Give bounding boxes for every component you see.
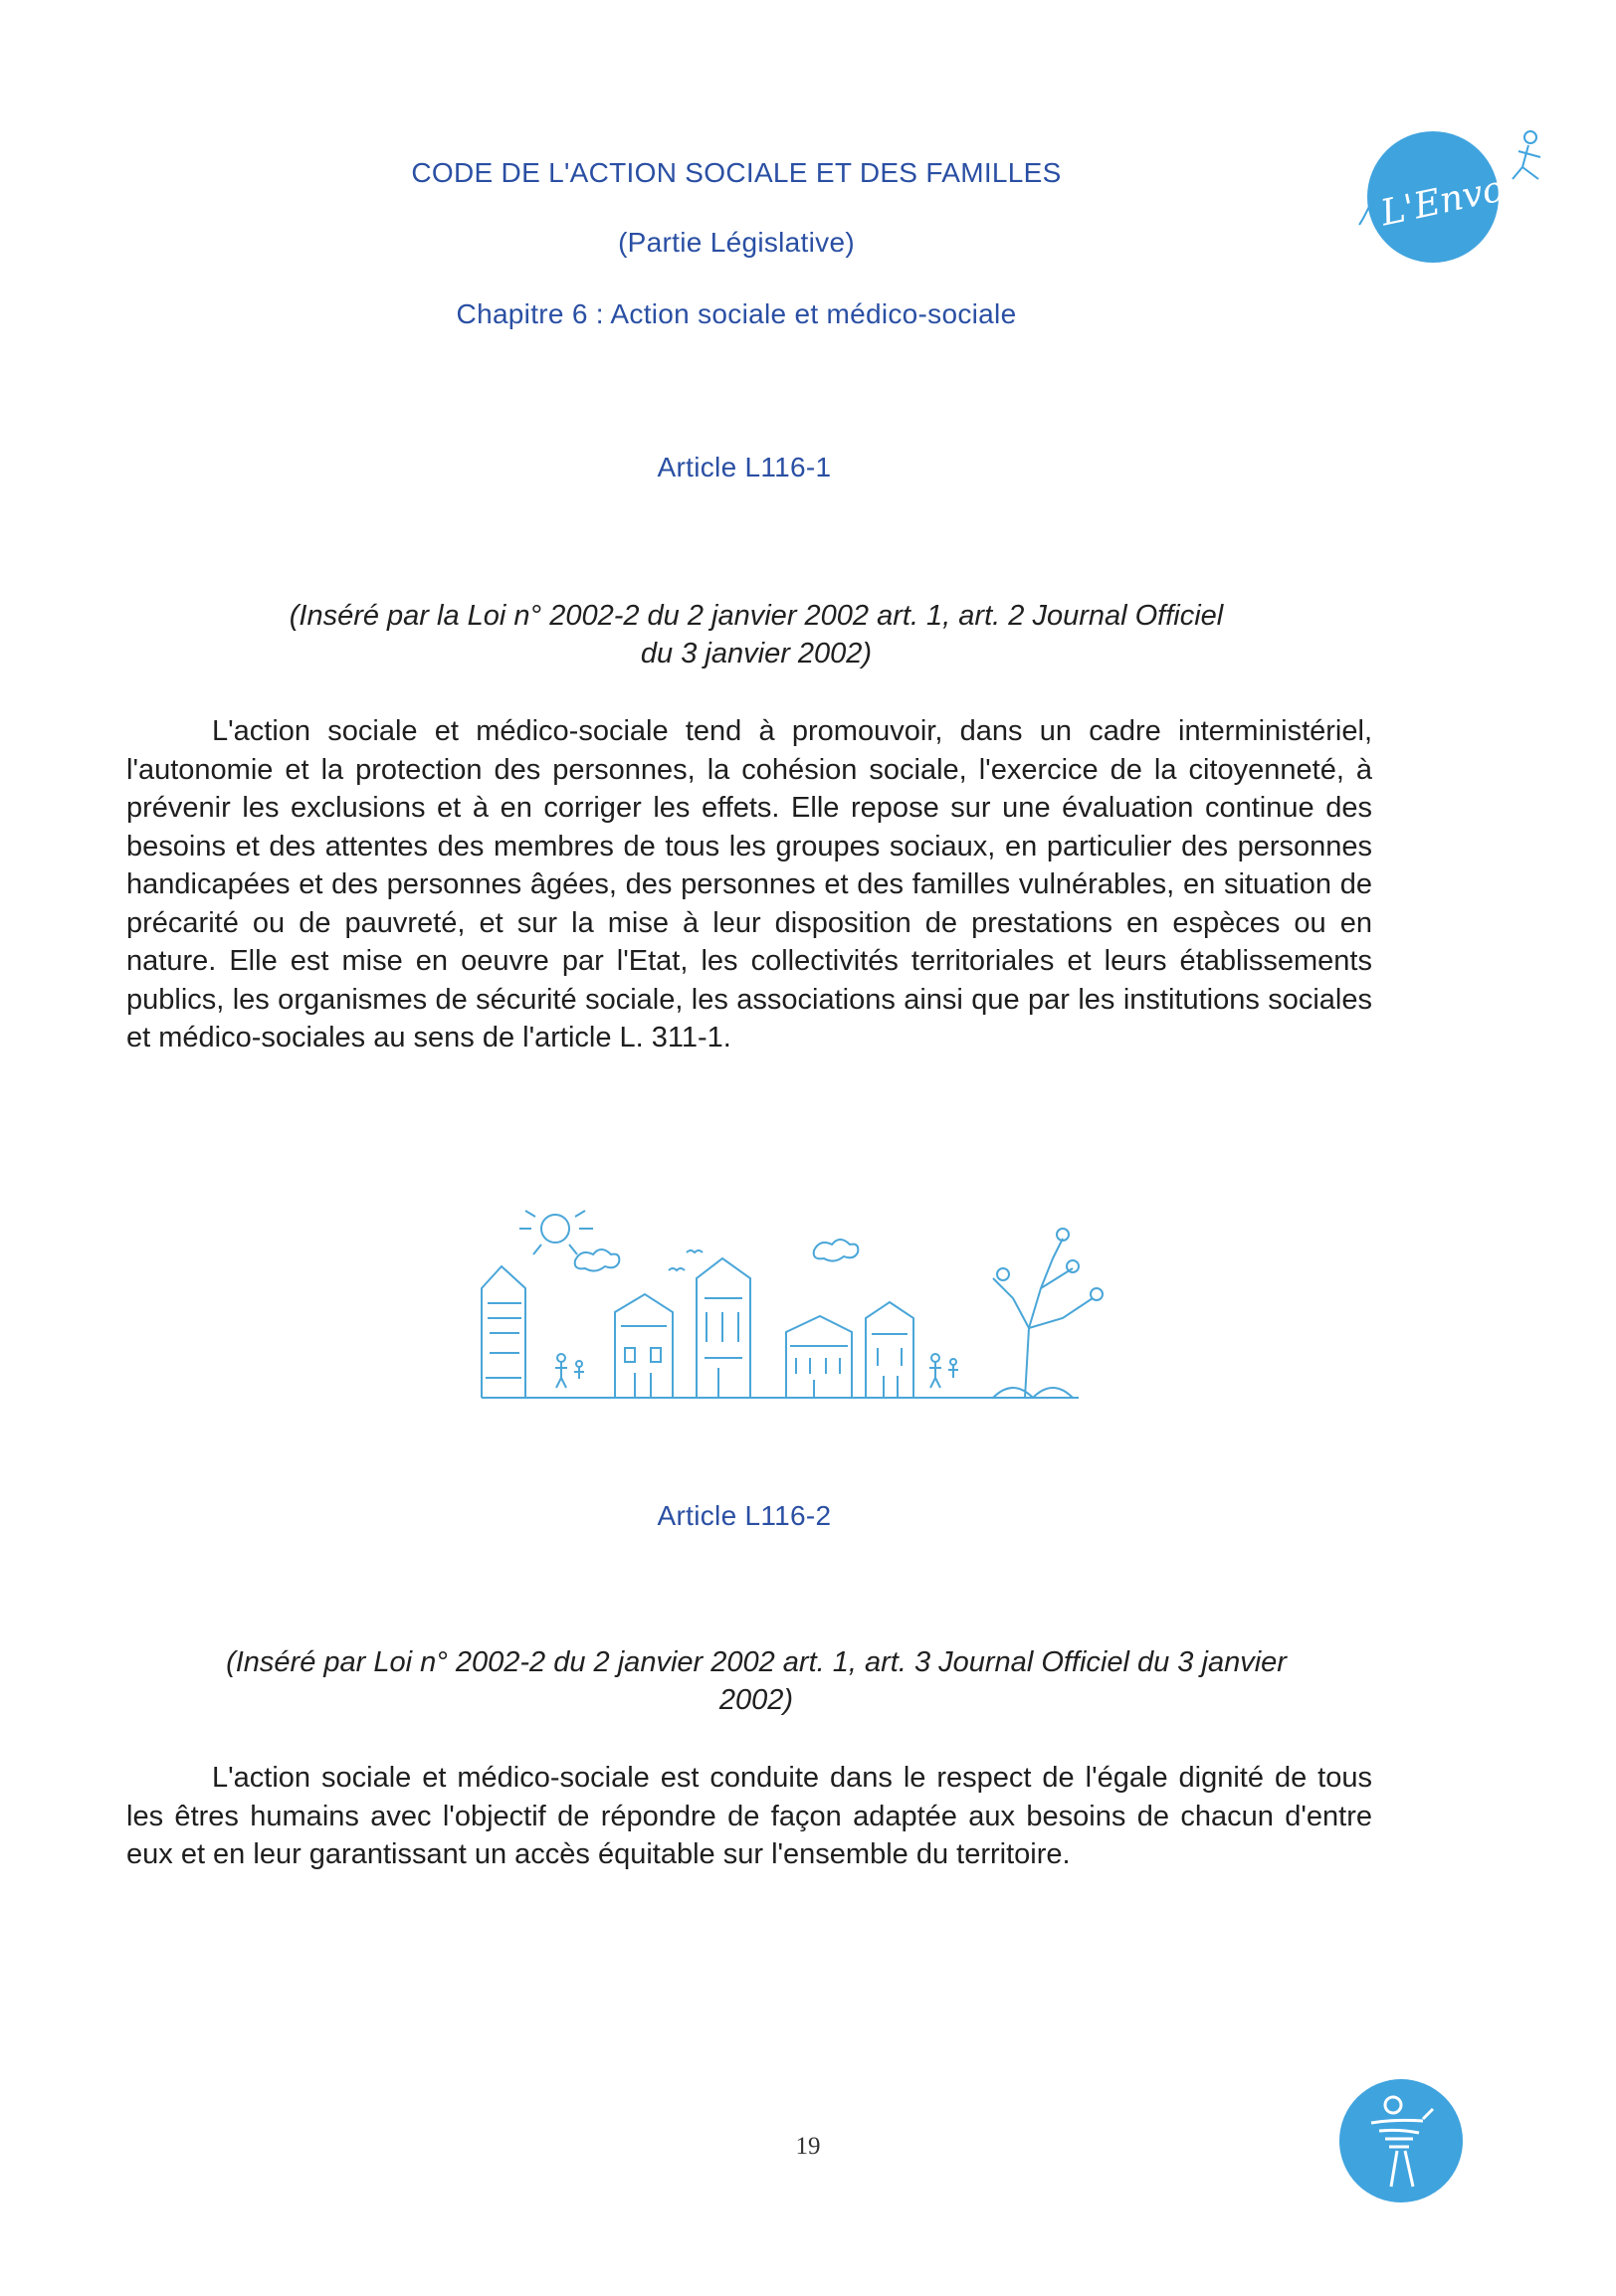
page-number: 19 bbox=[795, 2133, 821, 2160]
article-body: L'action sociale et médico-sociale est conduite dans le respect de l'égale dignité de tous les êtres humains avec l'objectif de répondre de façon adaptée aux besoins de chacun d'entre eux et en leur garantissant un accès équitable sur l'ensemble du territoire. bbox=[126, 1762, 1372, 1870]
chapter-title: Chapitre 6 : Action sociale et médico-sociale bbox=[456, 298, 1017, 329]
citation-line: du 3 janvier 2002) bbox=[640, 638, 873, 670]
village-drawing-icon bbox=[476, 1209, 1112, 1403]
citation-line: (Inséré par Loi n° 2002-2 du 2 janvier 2002 art. 1, art. 3 Journal Officiel du 3 janvier bbox=[226, 1646, 1287, 1678]
article-citation bbox=[179, 597, 1333, 672]
article-body: L'action sociale et médico-sociale tend à promouvoir, dans un cadre interministériel, l'autonomie et la protection des personnes, la cohésion sociale, l'exercice de la citoyenneté, à prévenir les exclusions et à en corriger les effets. Elle repose sur une évaluation continue des besoins et des attentes des membres de tous les groupes sociaux, en particulier des personnes handicapées et des personnes âgées, des personnes et des familles vulnérables, en situation de précarité ou de pauvreté, et sur la mise à leur disposition de prestations en espèces ou en nature. Elle est mise en oeuvre par l'Etat, les collectivités territoriales et leurs établissements publics, les organismes de sécurité sociale, les associations ainsi que par les institutions sociales et médico-sociales au sens de l'article L. 311-1. bbox=[126, 715, 1372, 1053]
envol-logo-icon bbox=[1353, 117, 1552, 277]
citation-line: 2002) bbox=[718, 1684, 794, 1716]
article-title: Article L116-2 bbox=[657, 1500, 832, 1531]
part-title: (Partie Législative) bbox=[618, 227, 855, 258]
code-title: CODE DE L'ACTION SOCIALE ET DES FAMILLES bbox=[411, 157, 1062, 188]
citation-line: (Inséré par la Loi n° 2002-2 du 2 janvier 2002 art. 1, art. 2 Journal Officiel bbox=[289, 600, 1224, 632]
article-citation bbox=[100, 1643, 1413, 1719]
svg-text:L'Envol: L'Envol bbox=[1377, 165, 1519, 235]
article-title: Article L116-1 bbox=[657, 452, 832, 482]
